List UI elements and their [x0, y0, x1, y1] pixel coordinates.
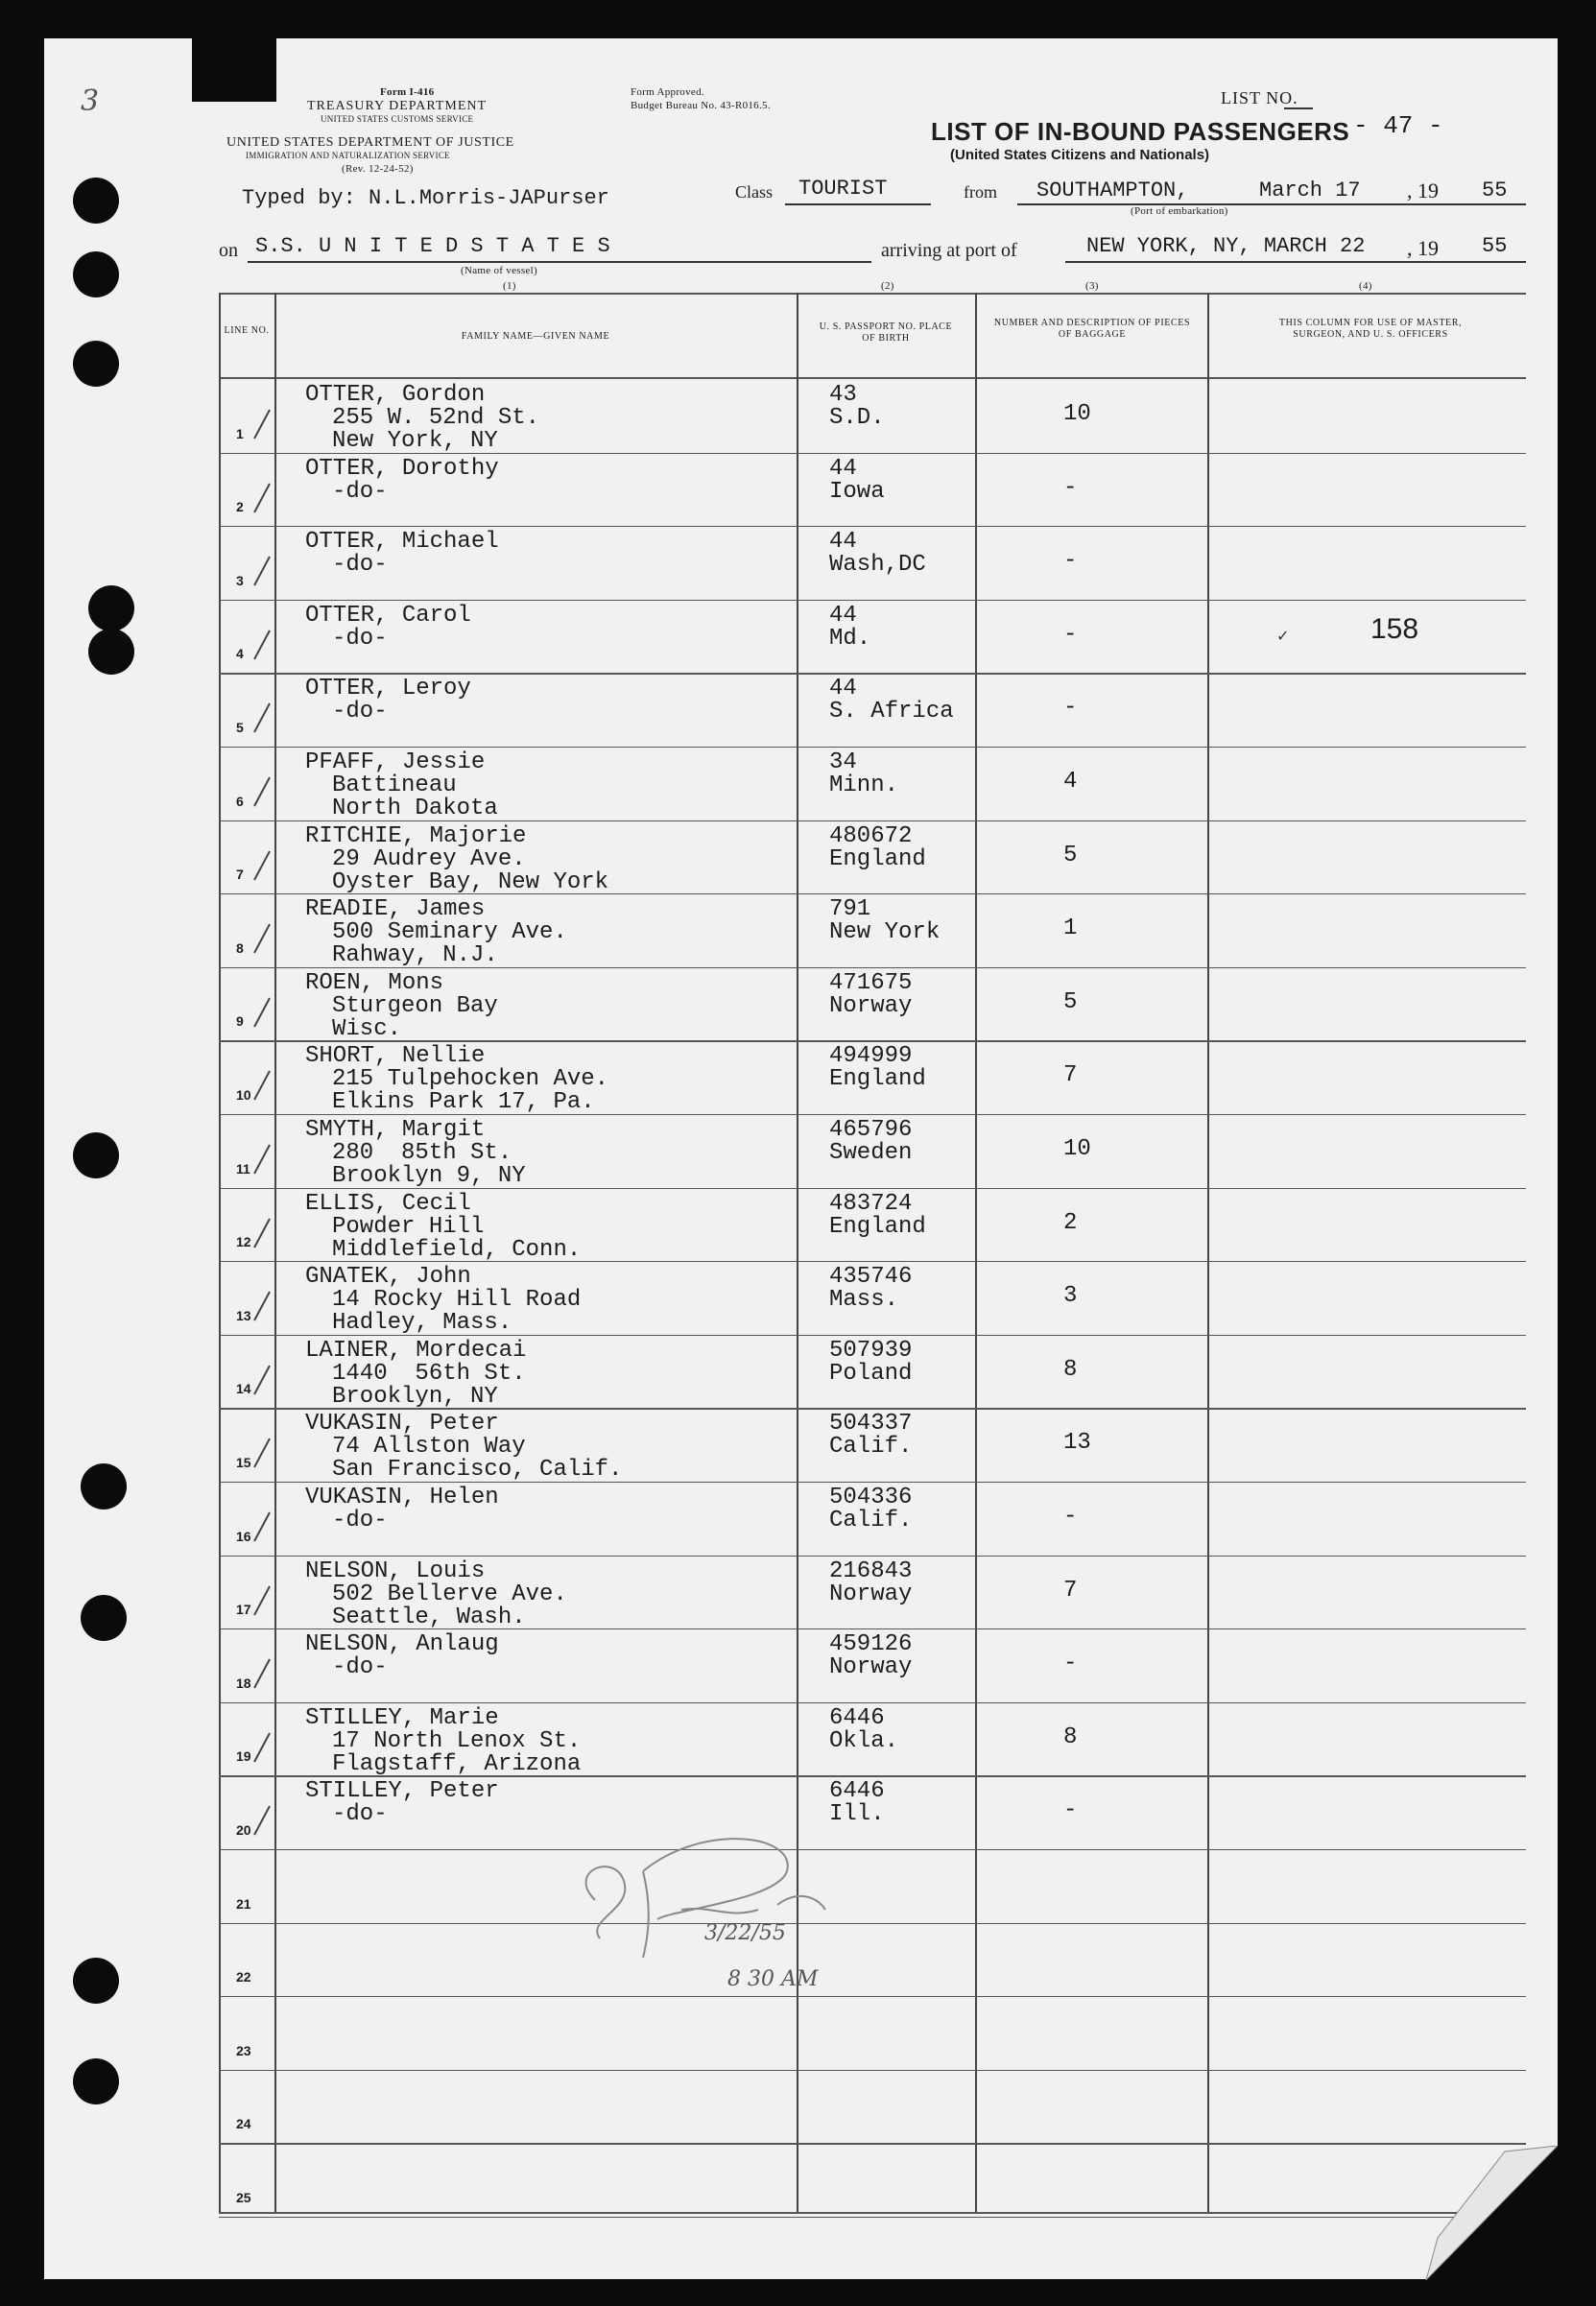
address-line-1: 255 W. 52nd St.	[332, 405, 540, 431]
passport-number: 459126	[829, 1631, 913, 1658]
line-number: 11	[236, 1160, 250, 1177]
line-number: 13	[236, 1307, 251, 1323]
col-head-name: FAMILY NAME—GIVEN NAME	[461, 331, 610, 342]
justice-dept: UNITED STATES DEPARTMENT OF JUSTICE	[226, 135, 514, 150]
table-top-rule	[219, 293, 1526, 295]
punch-hole	[73, 178, 119, 224]
address-line-2: Wisc.	[332, 1015, 402, 1042]
table-row	[219, 1040, 1526, 1114]
address-line-1: 215 Tulpehocken Ave.	[332, 1066, 609, 1093]
punch-hole	[73, 1132, 119, 1178]
stamp-date: 3/22/55	[704, 1921, 786, 1945]
check-tick	[253, 410, 271, 440]
on-label: on	[219, 240, 238, 261]
passenger-name: RITCHIE, Majorie	[305, 822, 527, 849]
table-row	[219, 1188, 1526, 1262]
baggage-count: 7	[1063, 1062, 1078, 1089]
address-line-2: Seattle, Wash.	[332, 1604, 526, 1630]
form-title: LIST OF IN-BOUND PASSENGERS	[931, 117, 1350, 146]
table-row	[219, 2070, 1526, 2144]
table-row	[219, 1702, 1526, 1776]
address-line-2: Oyster Bay, New York	[332, 868, 609, 895]
class-label: Class	[735, 182, 774, 202]
class-underline	[785, 203, 931, 205]
passenger-name: PFAFF, Jessie	[305, 749, 486, 775]
passport-number: 44	[829, 529, 857, 556]
passport-number: 44	[829, 455, 857, 482]
baggage-count: 13	[1063, 1430, 1091, 1457]
baggage-count: 7	[1063, 1577, 1078, 1604]
table-row	[219, 2143, 1526, 2217]
address-line-2: North Dakota	[332, 796, 498, 821]
place-of-birth: Okla.	[829, 1727, 899, 1754]
passport-number: 480672	[829, 822, 913, 849]
place-of-birth: Minn.	[829, 773, 899, 798]
passenger-name: ELLIS, Cecil	[305, 1190, 471, 1217]
class-value: TOURIST	[798, 177, 888, 201]
address-line-1: 280 85th St.	[332, 1140, 512, 1166]
address-line-1: Powder Hill	[332, 1213, 485, 1240]
address-line-1: -do-	[332, 699, 388, 725]
line-number: 5	[236, 719, 244, 735]
passport-number: 6446	[829, 1778, 885, 1805]
table-row	[219, 747, 1526, 820]
passport-number: 507939	[829, 1337, 913, 1364]
baggage-count: 8	[1063, 1724, 1078, 1750]
col-head-passport: U. S. PASSPORT NO. PLACE OF BIRTH	[819, 321, 953, 344]
check-tick	[253, 1438, 271, 1468]
arriving-label: arriving at port of	[881, 240, 1017, 261]
check-tick	[253, 924, 271, 954]
passport-number: 435746	[829, 1264, 913, 1291]
table-row	[219, 453, 1526, 527]
punch-hole	[88, 585, 134, 631]
check-mark: ✓	[1276, 627, 1290, 645]
stamp-time: 8 30 AM	[727, 1967, 819, 1991]
address-line-1: 17 North Lenox St.	[332, 1727, 582, 1754]
embark-year: 55	[1482, 178, 1508, 202]
address-line-2: Brooklyn 9, NY	[332, 1163, 526, 1189]
place-of-birth: England	[829, 845, 926, 872]
customs-service: UNITED STATES CUSTOMS SERVICE	[321, 114, 474, 124]
punch-hole	[73, 251, 119, 297]
passenger-name: STILLEY, Marie	[305, 1704, 499, 1731]
line-number: 9	[236, 1013, 244, 1030]
place-of-birth: Norway	[829, 1654, 913, 1681]
passport-number: 504336	[829, 1485, 913, 1510]
baggage-count: -	[1063, 474, 1078, 501]
baggage-count: -	[1063, 1504, 1078, 1530]
passport-number: 6446	[829, 1704, 885, 1731]
table-row	[219, 526, 1526, 600]
line-number: 1	[236, 425, 244, 441]
passenger-name: OTTER, Michael	[305, 529, 499, 556]
passport-number: 44	[829, 602, 857, 629]
table-row	[219, 600, 1526, 674]
year-prefix: , 19	[1407, 178, 1439, 202]
officer-note: 158	[1370, 612, 1419, 645]
check-tick	[253, 483, 271, 512]
line-number: 21	[236, 1895, 251, 1912]
place-of-birth: Poland	[829, 1360, 913, 1387]
passport-number: 471675	[829, 969, 913, 996]
place-of-birth: S. Africa	[829, 699, 954, 725]
line-number: 16	[236, 1528, 251, 1544]
list-number: - 47 -	[1353, 111, 1443, 140]
check-tick	[253, 1145, 271, 1175]
check-tick	[253, 1218, 271, 1248]
passenger-name: ROEN, Mons	[305, 969, 444, 996]
col-num-4: (4)	[1359, 280, 1372, 292]
punch-hole	[73, 2058, 119, 2104]
revision: (Rev. 12-24-52)	[342, 163, 414, 175]
punch-hole	[73, 341, 119, 387]
address-line-2: San Francisco, Calif.	[332, 1457, 623, 1484]
table-row	[219, 1335, 1526, 1409]
table-row	[219, 820, 1526, 894]
ins-service: IMMIGRATION AND NATURALIZATION SERVICE	[246, 151, 450, 160]
line-number: 2	[236, 499, 244, 515]
line-number: 17	[236, 1602, 251, 1618]
place-of-birth: Wash,DC	[829, 552, 926, 579]
baggage-count: 8	[1063, 1356, 1078, 1383]
col-num-2: (2)	[881, 280, 894, 292]
table-row	[219, 1114, 1526, 1188]
baggage-count: 3	[1063, 1283, 1078, 1310]
address-line-2: Hadley, Mass.	[332, 1310, 512, 1337]
embark-port: SOUTHAMPTON,	[1036, 178, 1189, 202]
line-number: 24	[236, 2116, 251, 2132]
address-line-1: 1440 56th St.	[332, 1360, 526, 1387]
line-number: 8	[236, 939, 244, 956]
passport-number: 494999	[829, 1043, 913, 1070]
arrival-year-prefix: , 19	[1407, 236, 1439, 260]
line-number: 14	[236, 1381, 251, 1397]
baggage-count: -	[1063, 621, 1078, 648]
address-line-1: 500 Seminary Ave.	[332, 919, 567, 946]
baggage-count: -	[1063, 1651, 1078, 1677]
check-tick	[253, 850, 271, 880]
line-number: 15	[236, 1454, 251, 1470]
passenger-name: OTTER, Leroy	[305, 676, 471, 702]
place-of-birth: Md.	[829, 625, 871, 652]
check-tick	[253, 997, 271, 1027]
form-subtitle: (United States Citizens and Nationals)	[950, 147, 1210, 163]
form-approved: Form Approved.	[631, 86, 704, 98]
port-embark-label: (Port of embarkation)	[1131, 205, 1228, 217]
table-row	[219, 673, 1526, 747]
baggage-count: 4	[1063, 769, 1078, 795]
check-tick	[253, 557, 271, 586]
col-num-1: (1)	[503, 280, 516, 292]
list-no-label: LIST NO.	[1221, 88, 1298, 107]
typed-by: Typed by: N.L.Morris-JAPurser	[242, 186, 609, 210]
vessel-underline	[248, 261, 871, 263]
punch-hole	[73, 1958, 119, 2004]
check-tick	[253, 1365, 271, 1394]
line-number: 23	[236, 2042, 251, 2058]
baggage-count: 1	[1063, 915, 1078, 942]
col-head-line: LINE NO.	[224, 325, 270, 336]
arrival-year: 55	[1482, 234, 1508, 258]
embark-date: March 17	[1259, 178, 1361, 202]
check-tick	[253, 1659, 271, 1689]
passenger-name: SMYTH, Margit	[305, 1117, 486, 1143]
address-line-2: Flagstaff, Arizona	[332, 1750, 582, 1777]
address-line-2: Brooklyn, NY	[332, 1383, 498, 1410]
passport-number: 34	[829, 749, 857, 775]
vessel-name: S.S. U N I T E D S T A T E S	[255, 234, 610, 258]
address-line-1: 502 Bellerve Ave.	[332, 1581, 567, 1607]
place-of-birth: Calif.	[829, 1508, 913, 1533]
address-line-1: -do-	[332, 1508, 388, 1533]
line-number: 20	[236, 1821, 251, 1838]
address-line-1: Sturgeon Bay	[332, 992, 498, 1019]
passenger-name: VUKASIN, Helen	[305, 1485, 499, 1510]
punch-hole	[88, 629, 134, 675]
passport-number: 43	[829, 382, 857, 408]
passenger-name: OTTER, Dorothy	[305, 455, 499, 482]
passenger-name: OTTER, Carol	[305, 602, 471, 629]
check-tick	[253, 1512, 271, 1542]
check-tick	[253, 1071, 271, 1101]
place-of-birth: Iowa	[829, 478, 885, 505]
line-number: 18	[236, 1675, 251, 1691]
address-line-1: 14 Rocky Hill Road	[332, 1287, 582, 1314]
row-rule	[219, 2217, 1526, 2218]
baggage-count: 5	[1063, 988, 1078, 1015]
address-line-1: 29 Audrey Ave.	[332, 845, 526, 872]
address-line-1: -do-	[332, 478, 388, 505]
passenger-name: VUKASIN, Peter	[305, 1411, 499, 1438]
line-number: 25	[236, 2189, 251, 2205]
address-line-2: New York, NY	[332, 428, 498, 454]
baggage-count: -	[1063, 548, 1078, 575]
arrival-underline	[1065, 261, 1526, 263]
col-num-3: (3)	[1085, 280, 1099, 292]
line-number: 7	[236, 867, 244, 883]
place-of-birth: Mass.	[829, 1287, 899, 1314]
table-row	[219, 1556, 1526, 1629]
col-head-officers: THIS COLUMN FOR USE OF MASTER, SURGEON, AND U. S. OFFICERS	[1278, 318, 1463, 340]
punch-hole	[81, 1463, 127, 1510]
check-tick	[253, 777, 271, 807]
check-tick	[253, 1732, 271, 1762]
place-of-birth: S.D.	[829, 405, 885, 431]
binder-tab	[192, 36, 276, 102]
address-line-1: Battineau	[332, 773, 457, 798]
baggage-count: 5	[1063, 842, 1078, 868]
embark-underline	[1017, 203, 1526, 205]
passport-number: 483724	[829, 1190, 913, 1217]
line-number: 22	[236, 1969, 251, 1985]
passenger-name: READIE, James	[305, 896, 486, 923]
table-row	[219, 1408, 1526, 1482]
table-row	[219, 893, 1526, 967]
line-number: 19	[236, 1748, 251, 1765]
inspector-signature	[557, 1814, 883, 1977]
address-line-1: -do-	[332, 625, 388, 652]
punch-hole	[81, 1595, 127, 1641]
line-number: 6	[236, 793, 244, 809]
line-number: 3	[236, 572, 244, 588]
passenger-name: NELSON, Anlaug	[305, 1631, 499, 1658]
address-line-1: -do-	[332, 1654, 388, 1681]
treasury-dept: TREASURY DEPARTMENT	[307, 99, 488, 113]
place-of-birth: Calif.	[829, 1434, 913, 1461]
address-line-1: 74 Allston Way	[332, 1434, 526, 1461]
passport-number: 504337	[829, 1411, 913, 1438]
passport-number: 791	[829, 896, 871, 923]
line-number: 10	[236, 1086, 251, 1103]
from-label: from	[964, 182, 997, 202]
list-no-underline	[1284, 107, 1313, 109]
col-head-baggage: NUMBER AND DESCRIPTION OF PIECES OF BAGGAGE	[993, 318, 1191, 340]
place-of-birth: New York	[829, 919, 941, 946]
table-row	[219, 1261, 1526, 1335]
place-of-birth: Sweden	[829, 1140, 913, 1166]
address-line-2: Rahway, N.J.	[332, 942, 498, 969]
place-of-birth: Ill.	[829, 1801, 885, 1828]
corner-mark: 3	[81, 84, 100, 118]
check-tick	[253, 630, 271, 659]
passenger-name: SHORT, Nellie	[305, 1043, 486, 1070]
line-number: 4	[236, 646, 244, 662]
place-of-birth: England	[829, 1066, 926, 1093]
budget-bureau: Budget Bureau No. 43-R016.5.	[631, 100, 771, 111]
place-of-birth: Norway	[829, 992, 913, 1019]
address-line-2: Elkins Park 17, Pa.	[332, 1089, 595, 1116]
baggage-count: -	[1063, 1797, 1078, 1824]
passport-number: 465796	[829, 1117, 913, 1143]
vessel-label: (Name of vessel)	[461, 265, 537, 276]
check-tick	[253, 703, 271, 733]
passenger-name: GNATEK, John	[305, 1264, 471, 1291]
table-row	[219, 379, 1526, 453]
table-row	[219, 967, 1526, 1041]
baggage-count: 10	[1063, 401, 1091, 427]
address-line-2: Middlefield, Conn.	[332, 1236, 582, 1263]
baggage-count: 10	[1063, 1136, 1091, 1162]
table-row	[219, 1628, 1526, 1702]
address-line-1: -do-	[332, 1801, 388, 1828]
place-of-birth: Norway	[829, 1581, 913, 1607]
place-of-birth: England	[829, 1213, 926, 1240]
form-number: Form I-416	[380, 86, 435, 98]
passenger-name: NELSON, Louis	[305, 1557, 486, 1584]
line-number: 12	[236, 1234, 251, 1250]
passenger-name: STILLEY, Peter	[305, 1778, 499, 1805]
address-line-1: -do-	[332, 552, 388, 579]
arrival-port-date: NEW YORK, NY, MARCH 22	[1086, 234, 1366, 258]
check-tick	[253, 1292, 271, 1321]
passport-number: 216843	[829, 1557, 913, 1584]
table-row	[219, 1996, 1526, 2070]
page-fold	[1409, 2146, 1558, 2280]
check-tick	[253, 1585, 271, 1615]
passport-number: 44	[829, 676, 857, 702]
check-tick	[253, 1806, 271, 1836]
passenger-name: LAINER, Mordecai	[305, 1337, 527, 1364]
table-row	[219, 1482, 1526, 1556]
baggage-count: 2	[1063, 1209, 1078, 1236]
passenger-name: OTTER, Gordon	[305, 382, 486, 408]
baggage-count: -	[1063, 695, 1078, 722]
